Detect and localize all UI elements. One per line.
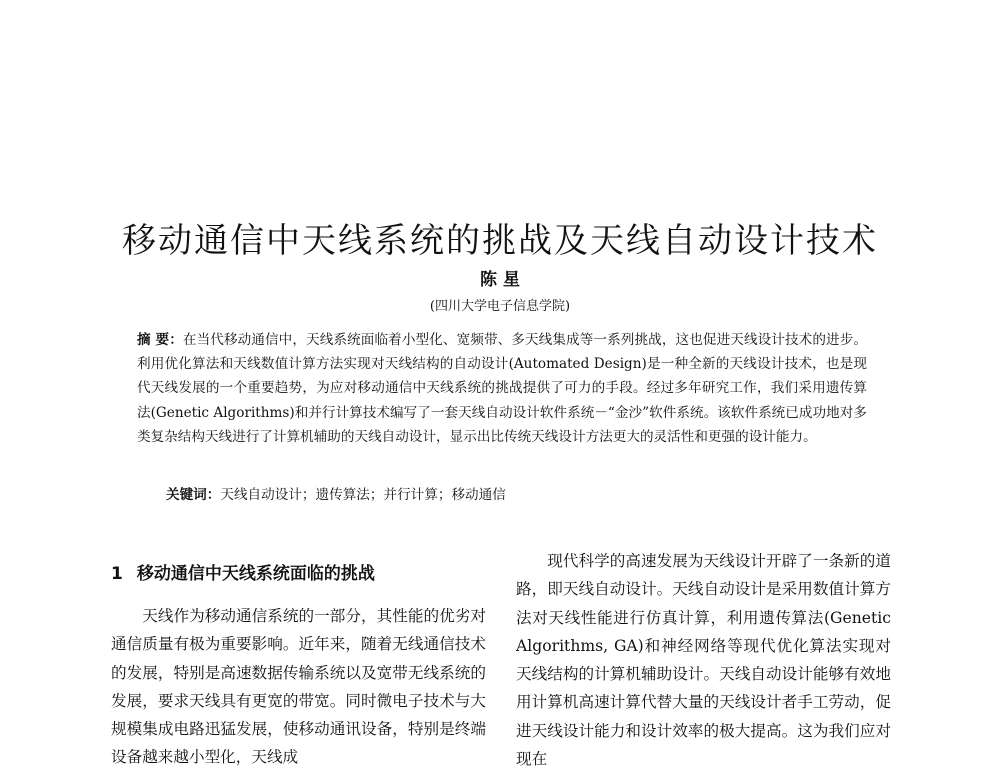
keywords-text: 天线自动设计；遗传算法；并行计算；移动通信 xyxy=(220,487,506,503)
abstract-text: 在当代移动通信中，天线系统面临着小型化、宽频带、多天线集成等一系列挑战，这也促进天线设计技术的进步。利用优化算法和天线数值计算方法实现对天线结构的自动设计(Automated Design)是一种全新的天线设计技术，也是现代天线发展的一个重要趋势，为应对移动通信中天线系统的挑战提供了可力的手段。经过多年研究工作，我们采用遗传算法(Genetic Algorithms)和并行计算技术编写了一套天线自动设计软件系统－“金沙”软件系统。该软件系统已成功地对多类复杂结构天线进行了计算机辅助的天线自动设计，显示出比传统天线设计方法更大的灵活性和更强的设计能力。 xyxy=(137,332,868,445)
abstract-label: 摘 要： xyxy=(137,332,183,348)
right-column xyxy=(516,547,891,773)
right-column-paragraph: 现代科学的高速发展为天线设计开辟了一条新的道路，即天线自动设计。天线自动设计是采用数值计算方法对天线性能进行仿真计算，利用遗传算法(Genetic Algorithms, GA)和神经网络等现代优化算法实现对天线结构的计算机辅助设计。天线自动设计能够有效地用计算机高速计算代替大量的天线设计者手工劳动，促进天线设计能力和设计效率的极大提高。这为我们应对现在 xyxy=(516,552,891,769)
author-name: 陈 星 xyxy=(480,270,520,290)
keywords-label: 关键词： xyxy=(166,487,221,503)
keywords xyxy=(166,484,866,506)
abstract xyxy=(137,328,867,449)
author-affiliation: (四川大学电子信息学院) xyxy=(429,299,571,314)
section-title: 移动通信中天线系统面临的挑战 xyxy=(136,564,375,584)
section-heading xyxy=(111,560,486,588)
left-column xyxy=(111,560,486,772)
paper-title: 移动通信中天线系统的挑战及天线自动设计技术 xyxy=(122,220,878,261)
section-paragraph: 天线作为移动通信系统的一部分，其性能的优劣对通信质量有极为重要影响。近年来，随着无线通信技术的发展，特别是高速数据传输系统以及宽带无线系统的发展，要求天线具有更宽的带宽。同时微电子技术与大规模集成电路迅猛发展，使移动通讯设备，特别是终端设备越来越小型化，天线成 xyxy=(111,607,486,767)
section-number: 1 xyxy=(111,564,123,584)
